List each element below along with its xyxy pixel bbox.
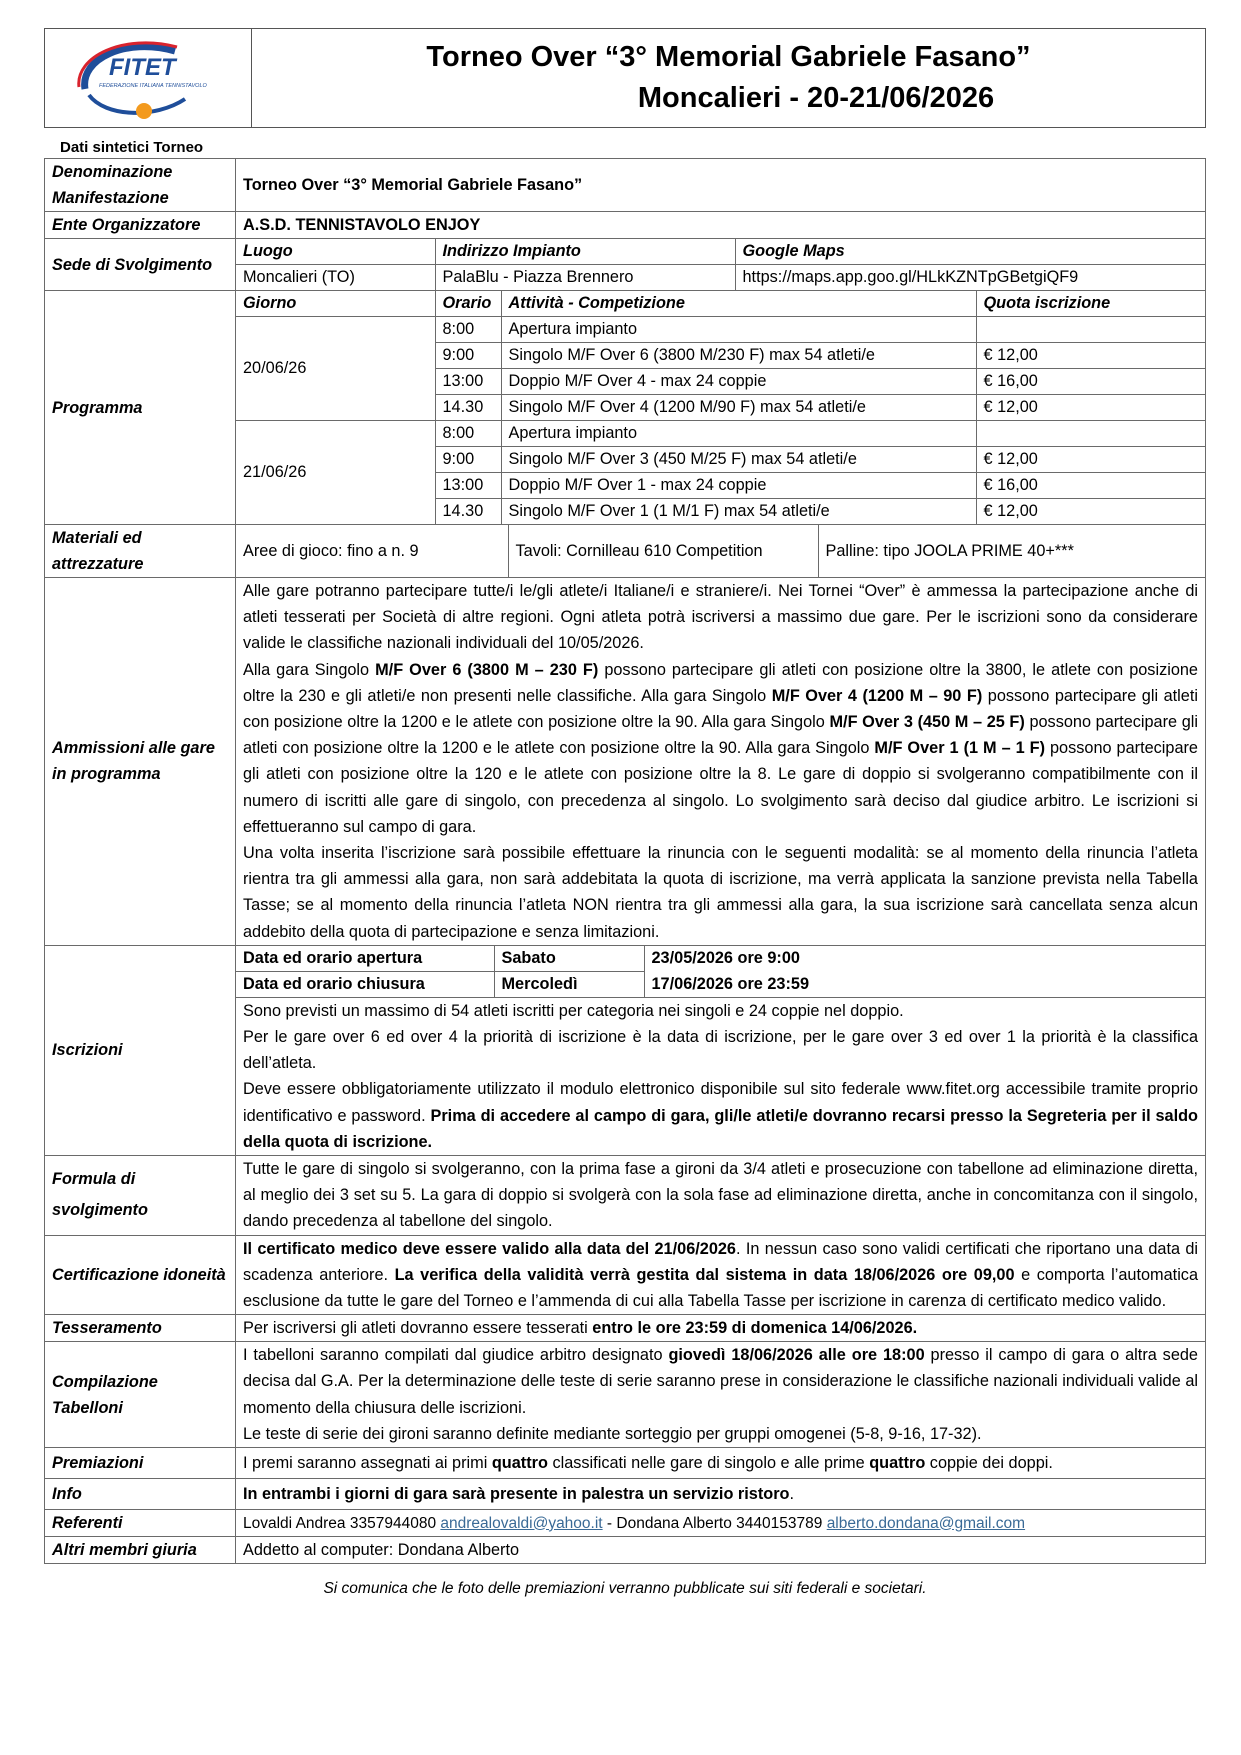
iscrizioni-max: Sono previsti un massimo di 54 atleti iscritti per categoria nei singoli e 24 coppie nel doppio. [243,1001,904,1020]
label-sede: Sede di Svolgimento [45,239,236,291]
schedule-time: 14.30 [435,395,501,421]
email-link-dondana[interactable]: alberto.dondana@gmail.com [826,1514,1026,1532]
row-denominazione [45,159,1206,212]
schedule-fee: € 16,00 [976,473,1205,499]
ammissioni-intro: Alle gare potranno partecipare tutte/i le/gli atlete/i Italiane/i e straniere/i. Nei Tornei “Over” è ammessa la partecipazione anche di atleti tesserati per Società di altre regioni. Ogni atleta potrà iscriversi a massimo due gare. Per le iscrizioni sono da considerare valide le classifiche nazionali individuali del 10/05/2026. [243,582,1198,653]
sede-table [236,239,1205,290]
value-premiazioni: I premi saranno assegnati ai primi quattro classificati nelle gare di singolo e alle prime quattro coppie dei doppi. [236,1448,1206,1479]
row-certificazione [45,1235,1206,1315]
prog-header-giorno: Giorno [236,291,435,317]
ammissioni-rinuncia: Una volta inserita l’iscrizione sarà possibile effettuare la rinuncia con le seguenti modalità: se al momento della rinuncia l’atleta rientra tra gli ammessi alla gara, non sarà addebitata la quota di iscrizione, ma verrà applicata la sanzione prevista nella Tabella Tasse; se al momento della rinuncia l’atleta NON rientra tra gli ammessi alla gara, la sua iscrizione sarà cancellata senza alcun addebito della quota di partecipazione e senza limitazioni. [243,844,1198,941]
email-link-lovaldi[interactable]: andrealovaldi@yahoo.it [440,1514,603,1532]
sede-luogo: Moncalieri (TO) [236,265,435,291]
schedule-time: 8:00 [435,421,501,447]
prog-header-quota: Quota iscrizione [976,291,1205,317]
schedule-fee: € 16,00 [976,369,1205,395]
schedule-fee: € 12,00 [976,395,1205,421]
row-sede [45,239,1206,291]
iscrizioni-priorita: Per le gare over 6 ed over 4 la priorità di iscrizione è la data di iscrizione, per le gare over 3 ed over 1 la priorità è la classifica dell’atleta. [243,1028,1198,1073]
value-tesseramento: Per iscriversi gli atleti dovranno essere tesserati entro le ore 23:59 di domenica 14/06/2026. [236,1315,1206,1342]
title-line-2: Moncalieri - 20-21/06/2026 [637,82,995,114]
sede-maps-link[interactable]: https://maps.app.goo.gl/HLkKZNTpGBetgiQF9 [735,265,1205,291]
footer-note: Si comunica che le foto delle premiazioni verranno pubblicate sui siti federali e societari. [323,1580,927,1598]
schedule-fee: € 12,00 [976,343,1205,369]
iscrizioni-dates-table [236,946,1205,998]
row-giuria [45,1537,1206,1564]
logo-subtext: FEDERAZIONE ITALIANA TENNISTAVOLO [99,83,207,89]
label-tesseramento: Tesseramento [45,1315,236,1342]
value-denominazione: Torneo Over “3° Memorial Gabriele Fasano” [236,159,1206,212]
iscrizioni-chiusura-label: Data ed orario chiusura [236,971,494,997]
fitet-logo [45,29,252,127]
schedule-activity: Doppio M/F Over 1 - max 24 coppie [501,473,976,499]
materiali-palline: Palline: tipo JOOLA PRIME 40+*** [825,541,1074,560]
schedule-fee [976,317,1205,343]
row-iscrizioni [45,945,1206,1155]
materiali-table [236,525,1205,577]
ammissioni-categories: Alla gara Singolo M/F Over 6 (3800 M – 230 F) possono partecipare gli atleti con posizione oltre la 3800, le atlete con posizione oltre la 230 e gli atleti/e non presenti nelle classifiche. Alla gara Singolo M/F Over 4 (1200 M – 90 F) possono partecipare gli atleti con posizione oltre la 1200 e le atlete con posizione oltre la 90. Alla gara Singolo M/F Over 3 (450 M – 25 F) possono partecipare gli atleti con posizione oltre la 1200 e le atlete con posizione oltre la 90. Alla gara Singolo M/F Over 1 (1 M – 1 F) possono partecipare gli atleti con posizione oltre la 120 e le atlete con posizione oltre la 8. Le gare di doppio si svolgeranno compatibilmente con il numero di iscritti alle gare di singolo, con precedenza al singolo. Lo svolgimento sarà deciso dal giudice arbitro. Le iscrizioni si effettueranno sul campo di gara. [243,660,1199,836]
label-materiali: Materiali ed attrezzature [45,525,236,578]
label-referenti: Referenti [45,1510,236,1537]
section-title: Dati sintetici Torneo [60,139,204,156]
sede-header-maps: Google Maps [735,239,1205,265]
title-line-1: Torneo Over “3° Memorial Gabriele Fasano” [426,41,1031,73]
schedule-activity: Doppio M/F Over 4 - max 24 coppie [501,369,976,395]
schedule-time: 8:00 [435,317,501,343]
iscrizioni-modulo: Deve essere obbligatoriamente utilizzato il modulo elettronico disponibile sul sito federale www.fitet.org accessibile tramite proprio identificativo e password. Prima di accedere al campo di gara, gli/le atleti/e dovranno recarsi presso la Segreteria per il saldo della quota di iscrizione. [243,1080,1198,1151]
schedule-row [236,317,1205,343]
fitet-logo-graphic [45,29,251,127]
value-ammissioni [236,578,1206,946]
label-formula: Formula di svolgimento [45,1156,236,1236]
label-premiazioni: Premiazioni [45,1448,236,1479]
schedule-activity: Apertura impianto [501,317,976,343]
row-formula [45,1156,1206,1236]
document-title [252,29,1205,127]
schedule-time: 14.30 [435,499,501,525]
iscrizioni-chiusura-day: Mercoledì [494,971,644,997]
label-iscrizioni: Iscrizioni [45,945,236,1155]
materiali-aree: Aree di gioco: fino a n. 9 [243,542,419,560]
value-giuria: Addetto al computer: Dondana Alberto [236,1537,1206,1564]
value-certificazione: Il certificato medico deve essere valido alla data del 21/06/2026. In nessun caso sono validi certificati che riportano una data di scadenza anteriore. La verifica della validità verrà gestita dal sistema in data 18/06/2026 ore 09,00 e comporta l’automatica esclusione da tutte le gare del Torneo e l’ammenda di cui alla Tabella Tasse per iscrizione in carenza di certificato medico valido. [236,1235,1206,1315]
sede-header-luogo: Luogo [236,239,435,265]
schedule-activity: Singolo M/F Over 4 (1200 M/90 F) max 54 atleti/e [501,395,976,421]
value-compilazione: I tabelloni saranno compilati dal giudice arbitro designato giovedì 18/06/2026 alle ore 18:00 presso il campo di gara o altra sede decisa dal G.A. Per la determinazione delle teste di serie saranno prese in considerazione le classifiche nazionali individuali valide al momento della chiusura delle iscrizioni. Le teste di serie dei gironi saranno definite mediante sorteggio per gruppi omogenei (5-8, 9-16, 17-32). [236,1342,1206,1448]
schedule-activity: Singolo M/F Over 1 (1 M/1 F) max 54 atleti/e [501,499,976,525]
iscrizioni-apertura-label: Data ed orario apertura [236,946,494,972]
label-ammissioni: Ammissioni alle gare in programma [45,578,236,946]
label-certificazione: Certificazione idoneità [45,1235,236,1315]
programma-table [236,291,1205,524]
row-premiazioni [45,1448,1206,1479]
row-tesseramento [45,1315,1206,1342]
sede-indirizzo: PalaBlu - Piazza Brennero [435,265,735,291]
schedule-fee: € 12,00 [976,499,1205,525]
schedule-time: 9:00 [435,447,501,473]
iscrizioni-apertura-value: 23/05/2026 ore 9:00 [651,949,800,968]
row-ente [45,212,1206,239]
row-programma [45,291,1206,525]
logo-text: FITET [109,54,176,81]
value-referenti: Lovaldi Andrea 3357944080 andrealovaldi@yahoo.it - Dondana Alberto 3440153789 alberto.dondana@gmail.com [236,1510,1206,1537]
label-ente: Ente Organizzatore [45,212,236,239]
row-ammissioni [45,578,1206,946]
row-referenti [45,1510,1206,1537]
label-giuria: Altri membri giuria [45,1537,236,1564]
row-materiali [45,525,1206,578]
label-compilazione: Compilazione Tabelloni [45,1342,236,1448]
schedule-time: 13:00 [435,369,501,395]
schedule-fee [976,421,1205,447]
row-info [45,1479,1206,1510]
label-denominazione: Denominazione Manifestazione [45,159,236,212]
schedule-activity: Singolo M/F Over 3 (450 M/25 F) max 54 atleti/e [501,447,976,473]
value-formula: Tutte le gare di singolo si svolgeranno, con la prima fase a gironi da 3/4 atleti e prosecuzione con tabellone ad eliminazione diretta, al meglio dei 3 set su 5. La gara di doppio si svolgerà con la sola fase ad eliminazione diretta, anche in concomitanza con il singolo, dando precedenza al tabellone del singolo. [236,1156,1206,1236]
schedule-row [236,421,1205,447]
row-compilazione [45,1342,1206,1448]
schedule-fee: € 12,00 [976,447,1205,473]
schedule-activity: Apertura impianto [501,421,976,447]
value-info: In entrambi i giorni di gara sarà presente in palestra un servizio ristoro. [236,1479,1206,1510]
schedule-time: 9:00 [435,343,501,369]
iscrizioni-body [236,998,1205,1155]
header [44,28,1206,128]
schedule-day: 21/06/26 [236,421,435,525]
iscrizioni-chiusura-value: 17/06/2026 ore 23:59 [644,971,1205,997]
document-page [44,28,1206,1598]
tournament-summary-table [44,158,1206,1564]
materiali-tavoli: Tavoli: Cornilleau 610 Competition [508,525,818,577]
value-ente: A.S.D. TENNISTAVOLO ENJOY [236,212,1206,239]
prog-header-attivita: Attività - Competizione [501,291,976,317]
schedule-day: 20/06/26 [236,317,435,421]
sede-header-indirizzo: Indirizzo Impianto [435,239,735,265]
schedule-time: 13:00 [435,473,501,499]
schedule-activity: Singolo M/F Over 6 (3800 M/230 F) max 54 atleti/e [501,343,976,369]
label-programma: Programma [45,291,236,525]
iscrizioni-apertura-day: Sabato [494,946,644,972]
prog-header-orario: Orario [435,291,501,317]
label-info: Info [45,1479,236,1510]
